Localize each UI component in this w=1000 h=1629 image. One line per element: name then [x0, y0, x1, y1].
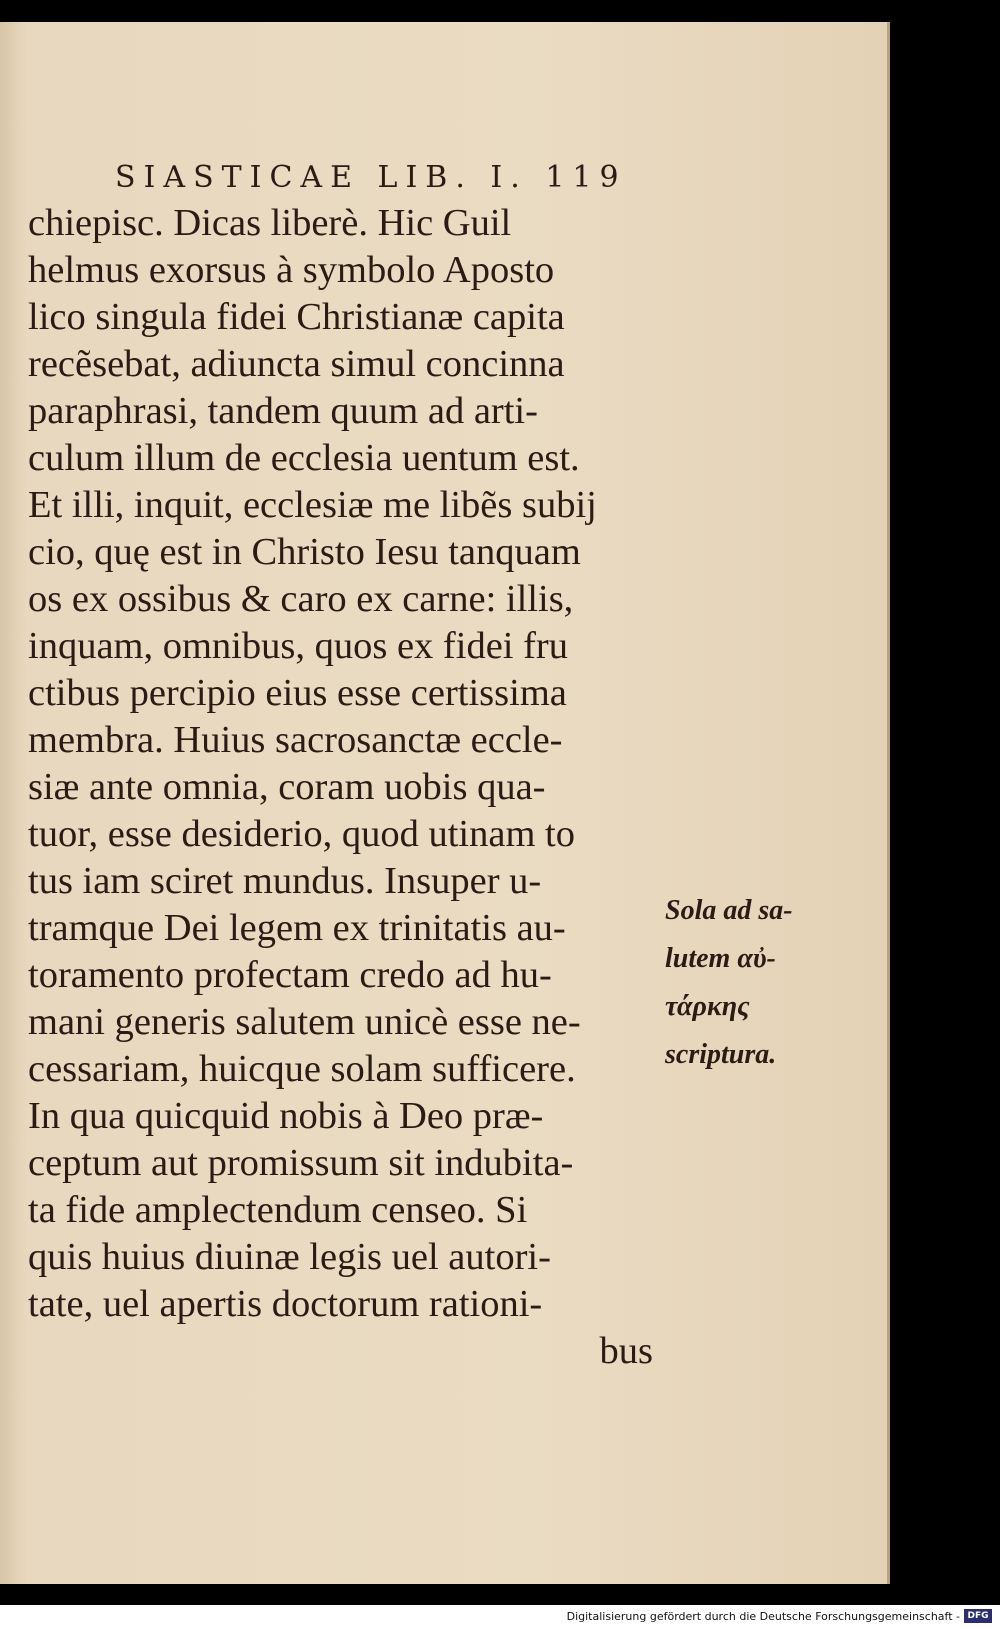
text-line: lico singula fidei Christianæ capita	[28, 296, 565, 338]
text-line: helmus exorsus à symbolo Aposto	[28, 249, 555, 291]
book-page	[0, 22, 890, 1584]
footer-credit: Digitalisierung gefördert durch die Deutsche Forschungsgemeinschaft -	[566, 1610, 960, 1623]
text-line: membra. Huius sacrosanctæ eccle-	[28, 719, 563, 761]
text-line: chiepisc. Dicas liberè. Hic Guil	[28, 202, 512, 244]
marginal-note	[665, 887, 815, 1079]
text-line: recẽsebat, adiuncta simul concinna	[28, 343, 565, 385]
text-line: cio, quę est in Christo Iesu tanquam	[28, 531, 581, 573]
text-line: ctibus percipio eius esse certissima	[28, 672, 567, 714]
text-line: quis huius diuinæ legis uel autori-	[28, 1236, 551, 1278]
text-line: tuor, esse desiderio, quod utinam to	[28, 813, 575, 855]
text-line: paraphrasi, tandem quum ad arti-	[28, 390, 538, 432]
text-line: inquam, omnibus, quos ex fidei fru	[28, 625, 568, 667]
text-line: ta fide amplectendum censeo. Si	[28, 1189, 528, 1231]
marginal-note-line: scriptura.	[665, 1039, 777, 1070]
text-line: Et illi, inquit, ecclesiæ me libẽs subij	[28, 484, 597, 526]
marginal-note-line: Sola ad sa-	[665, 895, 793, 926]
text-line: tate, uel apertis doctorum rationi-	[28, 1283, 543, 1325]
text-line: os ex ossibus & caro ex carne: illis,	[28, 578, 574, 620]
text-line: siæ ante omnia, coram uobis qua-	[28, 766, 546, 808]
dfg-logo: DFG	[964, 1609, 992, 1623]
text-line: tus iam sciret mundus. Insuper u-	[28, 860, 542, 902]
text-line: toramento profectam credo ad hu-	[28, 954, 552, 996]
text-line: tramque Dei legem ex trinitatis au-	[28, 907, 566, 949]
text-line: mani generis salutem unicè esse ne-	[28, 1001, 581, 1043]
text-line: cessariam, huicque solam sufficere.	[28, 1048, 576, 1090]
text-line: ceptum aut promissum sit indubita-	[28, 1142, 574, 1184]
marginal-note-line: lutem αὐ-	[665, 943, 776, 974]
text-line: In qua quicquid nobis à Deo præ-	[28, 1095, 544, 1137]
text-line: culum illum de ecclesia uentum est.	[28, 437, 580, 479]
catchword: bus	[599, 1330, 653, 1372]
marginal-note-line: τάρκης	[665, 991, 750, 1022]
body-text	[28, 200, 653, 1380]
running-head: SIASTICAE LIB. I. 119	[115, 160, 627, 195]
